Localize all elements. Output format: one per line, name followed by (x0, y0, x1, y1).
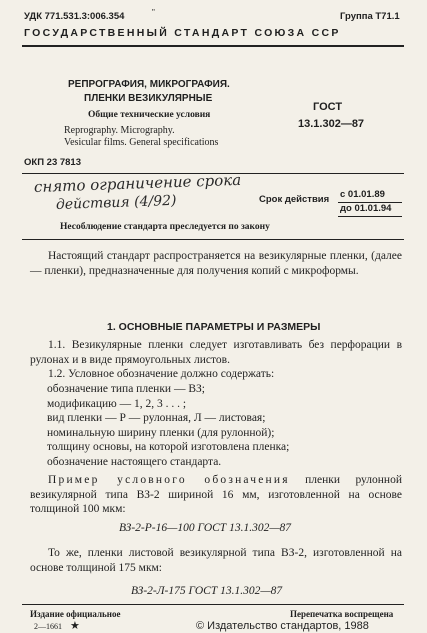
section-heading: 1. ОСНОВНЫЕ ПАРАМЕТРЫ И РАЗМЕРЫ (107, 321, 321, 333)
group-code: Группа Т71.1 (340, 11, 400, 22)
example-1-text: пленки рулонной везикулярной типа ВЗ-2 шириной 16 мм, изготовленной на основе толщиной 100 мкм: (30, 474, 402, 515)
gost-label: ГОСТ (313, 101, 343, 113)
print-code: 2—1661 (34, 622, 62, 631)
designation-list (47, 382, 289, 470)
title-line2: ПЛЕНКИ ВЕЗИКУЛЯРНЫЕ (84, 93, 213, 104)
title-english-2: Vesicular films. General specifications (64, 137, 219, 148)
example-paragraph-2 (30, 546, 402, 575)
p12-text: 1.2. Условное обозначение должно содержать: (48, 368, 275, 380)
gost-number: 13.1.302—87 (298, 118, 365, 130)
validity-underline-2 (338, 216, 402, 217)
copyright: © Издательство стандартов, 1988 (196, 620, 369, 632)
list-item: обозначение типа пленки — ВЗ; (47, 383, 205, 395)
list-item: модификацию — 1, 2, 3 . . . ; (47, 397, 187, 410)
validity-from: с 01.01.89 (340, 189, 385, 200)
example-paragraph-1 (30, 473, 402, 517)
handwritten-note-2: действия (4/92) (55, 192, 177, 213)
agency-title: ГОСУДАРСТВЕННЫЙ СТАНДАРТ СОЮЗА ССР (24, 27, 341, 39)
list-item: обозначение настоящего стандарта. (47, 455, 222, 468)
paragraph-1-1 (30, 338, 402, 382)
title-english-1: Reprography. Micrography. (64, 125, 175, 136)
p11-text: 1.1. Везикулярные пленки следует изготавливать без перфорации в рулонах и в виде прямоугольных листов. (30, 339, 402, 366)
udc-code: УДК 771.531.3:006.354 (24, 11, 125, 22)
official-edition: Издание официальное (30, 609, 121, 619)
example-lead: Пример условного обозначения (48, 474, 290, 486)
handwritten-note-1: снято ограничение срока (33, 170, 242, 196)
list-item: номинальную ширину пленки (для рулонной); (47, 426, 275, 439)
formula-2: ВЗ-2-Л-175 ГОСТ 13.1.302—87 (131, 585, 283, 597)
reprint-notice: Перепечатка воспрещена (290, 609, 394, 619)
title-subtitle: Общие технические условия (88, 110, 211, 120)
star-icon: ★ (70, 620, 80, 632)
okp-code: ОКП 23 7813 (24, 157, 81, 168)
notice-rule (22, 239, 404, 240)
list-item: толщину основы, на которой изготовлена пленка; (47, 441, 290, 454)
formula-1: ВЗ-2-Р-16—100 ГОСТ 13.1.302—87 (119, 522, 292, 534)
validity-label: Срок действия (259, 194, 330, 205)
intro-text: Настоящий стандарт распространяется на везикулярные пленки, (далее — пленки), предназначенные для получения копий с микроформы. (30, 250, 402, 277)
list-item: вид пленки — Р — рулонная, Л — листовая; (47, 412, 266, 425)
example-2-text: То же, пленки листовой везикулярной типа ВЗ-2, изготовленной на основе толщиной 175 мкм: (30, 547, 402, 574)
footer-rule (22, 604, 404, 605)
title-line1: РЕПРОГРАФИЯ, МИКРОГРАФИЯ. (68, 79, 230, 90)
intro-paragraph (30, 249, 402, 278)
mark-icon: " (152, 8, 155, 17)
header-rule (22, 45, 404, 47)
validity-to: до 01.01.94 (340, 203, 392, 214)
enforcement-notice: Несоблюдение стандарта преследуется по закону (60, 222, 270, 232)
